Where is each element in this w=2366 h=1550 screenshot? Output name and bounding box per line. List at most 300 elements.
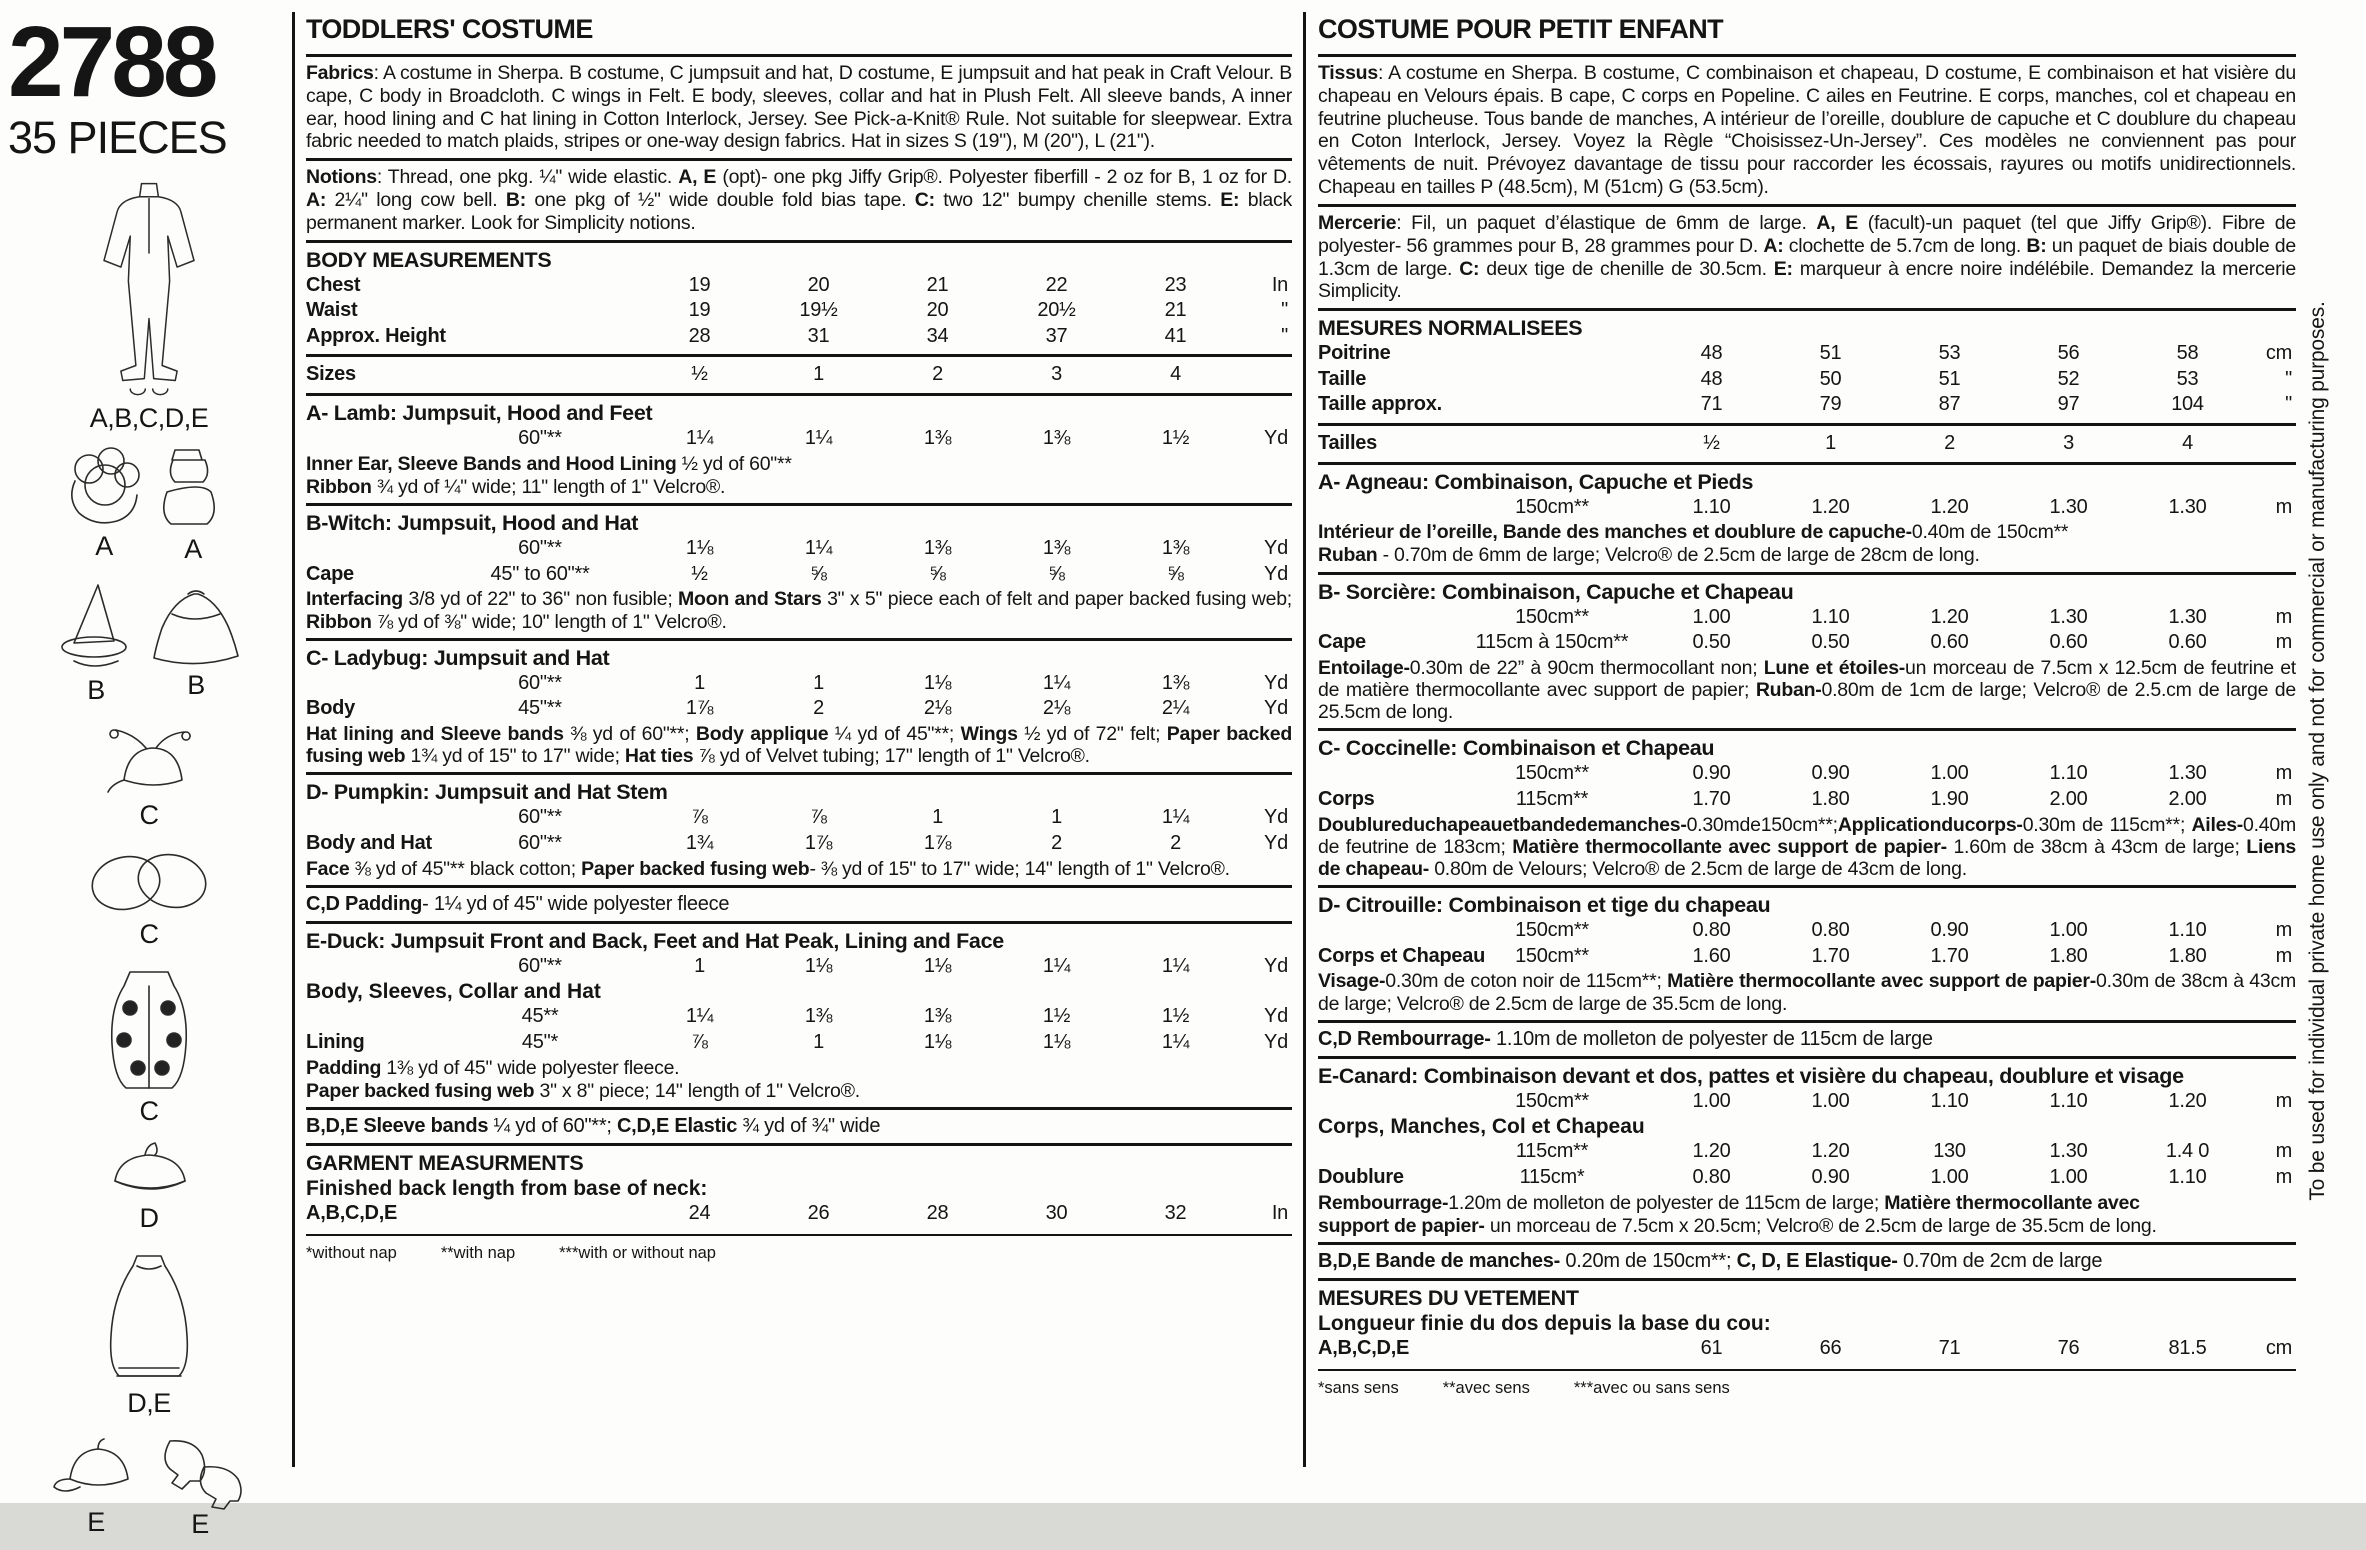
- size-value: 1¼: [1042, 954, 1071, 977]
- text-segment: Ribbon: [306, 610, 372, 633]
- section-b-heading: B-Witch: Jumpsuit, Hood and Hat: [306, 511, 639, 536]
- pumpkin-body-illustration: [89, 1248, 209, 1388]
- text-segment: 0.80m de Velours; Velcro® de 2.5cm de large de 43cm de long.: [1429, 858, 1967, 880]
- jumpsuit-illustration: [89, 178, 209, 403]
- divider: [1318, 728, 2296, 731]
- divider: [1318, 885, 2296, 888]
- size-value: 28: [926, 1201, 949, 1224]
- french-column: [1318, 12, 2296, 1398]
- divider: [306, 393, 1292, 396]
- table-row: [1318, 630, 2296, 656]
- unit-label: ": [1281, 324, 1288, 347]
- table-row: [306, 562, 1292, 588]
- mesures-normalisees-heading: MESURES NORMALISEES: [1318, 316, 1583, 341]
- size-value: 1⅛: [804, 954, 833, 977]
- table-row: [1318, 605, 2296, 631]
- text-segment: Padding: [306, 1056, 382, 1079]
- table-row: [1318, 1089, 2296, 1115]
- size-value: 76: [2057, 1337, 2080, 1360]
- row-label: Sizes: [306, 363, 356, 386]
- mesures-vetement-subheading: Longueur finie du dos depuis la base du cou:: [1318, 1312, 1771, 1336]
- size-value: 104: [2171, 393, 2204, 416]
- size-value: 1.00: [1930, 762, 1969, 785]
- sketch-pumpkin-body: [89, 1248, 209, 1419]
- size-value: 2⅛: [923, 697, 952, 720]
- text-segment: un morceau de 7.5cm x 12.5cm de feutrine et de matière thermocollante avec support de papier;: [1318, 656, 2296, 701]
- size-value: ⅞: [810, 806, 827, 829]
- unit-label: m: [2275, 605, 2292, 628]
- text-segment: 0.30m de 22” à 90cm thermocollant non;: [1409, 656, 1764, 679]
- row-label: Chest: [306, 273, 361, 296]
- size-value: 2⅛: [1042, 697, 1071, 720]
- sketch-lamb-hood: [65, 447, 143, 562]
- fabric-width: 150cm**: [1515, 944, 1589, 967]
- text-segment: Inner Ear, Sleeve Bands and Hood Lining: [306, 452, 677, 475]
- fabric-width: 60"**: [518, 806, 562, 829]
- size-value: 1¼: [685, 1005, 714, 1028]
- text-segment: ¼ yd of 45"**;: [828, 722, 961, 745]
- section-c-note-fr: [1318, 814, 2296, 881]
- size-value: 48: [1700, 342, 1723, 365]
- size-value: 1.10: [2168, 919, 2207, 942]
- size-value: 71: [1700, 393, 1723, 416]
- french-title: COSTUME POUR PETIT ENFANT: [1318, 14, 1724, 44]
- divider: [306, 1143, 1292, 1146]
- text-segment: ⅜ yd of 45"** black cotton;: [349, 857, 582, 880]
- size-value: 19: [688, 273, 711, 296]
- text-segment: Ailes-: [2191, 813, 2244, 836]
- section-e-subheading-fr: Corps, Manches, Col et Chapeau: [1318, 1115, 1645, 1139]
- table-row: [306, 954, 1292, 980]
- size-value: 1⅜: [1161, 671, 1190, 694]
- size-value: 1.90: [1930, 787, 1969, 810]
- footnote-item: **with nap: [440, 1243, 516, 1262]
- text-segment: clochette de 5.7cm de long.: [1783, 234, 2027, 257]
- section-b-note: [306, 588, 1292, 632]
- sketch-ladybug-hat: [94, 720, 204, 831]
- section-c-note: [306, 723, 1292, 767]
- size-value: 1.4 0: [2165, 1140, 2210, 1163]
- sizes-row: [1318, 431, 2296, 457]
- fabric-width: 45"**: [518, 697, 562, 720]
- size-value: ⅞: [691, 1030, 708, 1053]
- row-label: Tailles: [1318, 431, 1378, 454]
- text-segment: B:: [2026, 234, 2047, 257]
- size-value: 1½: [1161, 427, 1190, 450]
- text-segment: (facult)-un paquet (tel que Jiffy Grip®). Fibre de polyester- 56 grammes pour B, 28 grammes pour D.: [1318, 211, 2296, 257]
- unit-label: Yd: [1264, 537, 1288, 560]
- text-segment: - ⅜ yd of 15" to 17" wide; 14" length of 1" Velcro®.: [809, 857, 1230, 880]
- text-segment: Interfacing: [306, 588, 403, 611]
- size-value: 0.60: [2168, 631, 2207, 654]
- duck-feet-illustration: [152, 1433, 248, 1509]
- size-value: 1: [694, 671, 705, 694]
- text-segment: Liens de chapeau-: [1318, 835, 2296, 880]
- size-value: 0.90: [1811, 1166, 1850, 1189]
- text-segment: C,D Rembourrage-: [1318, 1027, 1491, 1050]
- divider: [1318, 54, 2296, 57]
- size-value: 1.70: [1811, 944, 1850, 967]
- size-value: 23: [1164, 273, 1187, 296]
- size-value: 81.5: [2168, 1337, 2207, 1360]
- section-d-note-fr: [1318, 970, 2296, 1014]
- cape-illustration: [148, 584, 244, 670]
- table-row: [1318, 495, 2296, 521]
- size-value: 1.00: [1811, 1089, 1850, 1112]
- divider: [1318, 1020, 2296, 1023]
- size-value: 0.90: [1930, 919, 1969, 942]
- wings-illustration: [84, 845, 214, 919]
- size-value: 1.00: [1692, 605, 1731, 628]
- size-value: 3: [1051, 363, 1062, 386]
- size-value: 1¼: [685, 427, 714, 450]
- size-value: 1: [813, 363, 824, 386]
- garment-measurements-heading: GARMENT MEASURMENTS: [306, 1150, 584, 1175]
- size-value: 1¼: [804, 427, 833, 450]
- column-divider-left: [292, 12, 295, 1467]
- sketch-label: C: [139, 919, 159, 949]
- size-value: 2.00: [2168, 787, 2207, 810]
- size-value: 1.10: [2168, 1166, 2207, 1189]
- table-row: [306, 298, 1292, 324]
- text-segment: Matière thermocollante avec support de papier-: [1667, 970, 2096, 993]
- size-value: 1.20: [1692, 1140, 1731, 1163]
- sketch-label: C: [139, 1096, 159, 1126]
- size-value: ⅝: [1167, 562, 1184, 585]
- size-value: 1⅜: [923, 427, 952, 450]
- table-row: [1318, 787, 2296, 813]
- size-value: 0.60: [1930, 631, 1969, 654]
- text-segment: Paper backed fusing web: [306, 722, 1292, 768]
- size-value: ⅞: [691, 806, 708, 829]
- table-row: [1318, 1139, 2296, 1165]
- size-value: 21: [926, 273, 949, 296]
- section-e-note-fr: [1318, 1192, 2296, 1214]
- sketch-label: D,E: [127, 1388, 171, 1418]
- text-segment: Fabrics: [306, 62, 374, 84]
- section-a-note: [306, 453, 1292, 475]
- divider: [306, 772, 1292, 775]
- size-value: 30: [1045, 1201, 1068, 1224]
- notions-paragraph: [306, 166, 1292, 234]
- size-value: 0.80: [1692, 919, 1731, 942]
- row-label: Taille: [1318, 367, 1367, 390]
- row-label: Poitrine: [1318, 342, 1391, 365]
- size-value: 58: [2176, 342, 2199, 365]
- text-segment: : Fil, un paquet d’élastique de 6mm de large.: [1396, 211, 1817, 234]
- table-row: [306, 805, 1292, 831]
- text-segment: 1.60m de 38cm à 43cm de large;: [1946, 835, 2247, 858]
- text-segment: 0.30mde150cm**;: [1686, 813, 1838, 836]
- table-row: [306, 536, 1292, 562]
- size-value: ½: [691, 363, 708, 386]
- text-segment: Entoilage-: [1318, 656, 1410, 679]
- size-value: 79: [1819, 393, 1842, 416]
- size-value: 1.80: [2049, 944, 2088, 967]
- size-value: 1: [1825, 431, 1836, 454]
- size-value: 1¼: [1161, 806, 1190, 829]
- table-row: [306, 1004, 1292, 1030]
- size-value: 56: [2057, 342, 2080, 365]
- table-row: [306, 696, 1292, 722]
- size-value: 1.20: [1930, 495, 1969, 518]
- text-segment: Body applique: [695, 722, 829, 745]
- size-value: 1¼: [1042, 671, 1071, 694]
- unit-label: ": [2285, 367, 2292, 390]
- sizes-row: [306, 362, 1292, 388]
- mesures-vetement-heading: MESURES DU VETEMENT: [1318, 1286, 1579, 1311]
- size-value: 1½: [1042, 1005, 1071, 1028]
- text-segment: ⅜ yd of 60"**;: [563, 722, 696, 745]
- unit-label: cm: [2265, 1337, 2292, 1360]
- size-value: 3: [2063, 431, 2074, 454]
- text-segment: ½ yd of 60"**: [676, 452, 792, 475]
- size-value: 1¼: [1161, 954, 1190, 977]
- footnote-item: *sans sens: [1318, 1378, 1399, 1397]
- text-segment: Ribbon: [306, 475, 372, 498]
- cd-rembourrage-band: [1318, 1028, 2296, 1051]
- text-segment: 0.40m de feutrine de 183cm;: [1318, 813, 2296, 858]
- divider: [306, 354, 1292, 357]
- size-value: 1: [813, 1030, 824, 1053]
- table-row: [1318, 1336, 2296, 1362]
- text-segment: Applicationducorps-: [1837, 813, 2023, 836]
- size-value: 1: [694, 954, 705, 977]
- text-segment: 0.30m de 115cm**;: [2022, 813, 2192, 836]
- table-row: [306, 1030, 1292, 1056]
- row-label: A,B,C,D,E: [1318, 1337, 1410, 1360]
- size-value: 1.00: [2049, 1166, 2088, 1189]
- text-segment: Wings: [960, 722, 1018, 745]
- sketch-witch-cape: [148, 584, 244, 701]
- divider: [306, 158, 1292, 161]
- text-segment: Intérieur de l’oreille, Bande des manches et doublure de capuche-: [1318, 521, 1912, 544]
- size-value: 51: [1819, 342, 1842, 365]
- text-segment: black permanent marker. Look for Simplicity notions.: [306, 189, 1293, 234]
- text-segment: 2¼" long cow bell.: [326, 189, 506, 212]
- divider: [1318, 1242, 2296, 1245]
- table-row: [1318, 392, 2296, 418]
- text-segment: Ruban: [1318, 544, 1378, 567]
- size-value: 1.30: [2168, 605, 2207, 628]
- row-label: Taille approx.: [1318, 393, 1442, 416]
- fabric-width: 45**: [521, 1005, 559, 1028]
- text-segment: E:: [1220, 189, 1240, 212]
- text-segment: : A costume en Sherpa. B costume, C combinaison et chapeau, D costume, E combinaison et hat visière du chapeau en Velours épais. B cape, C corps en Popeline. C ailes en Feutrine. E corps, manches, col et chapeau en feutrine plucheuse. Tous bande de manches, A intérieur de l’oreille, doublure de capuche et C doublure du chapeau en Coton Interlock, Jersey. Voyez la Règle “Choisissez-Un-Jersey”. Ces modèles ne conviennent pas pour vêtements de nuit. Prévoyez davantage de tissu pour raccorder les écossais, rayures ou motifs unidirectionnels. Chapeau en tailles P (48.5cm), M (51cm) G (53.5cm).: [1318, 62, 2296, 199]
- text-segment: two 12" bumpy chenille stems.: [934, 189, 1221, 212]
- divider: [306, 54, 1292, 57]
- fabric-width: 150cm**: [1515, 1089, 1589, 1112]
- size-value: 1⅞: [804, 831, 833, 854]
- pattern-number: 2788: [8, 6, 215, 118]
- text-segment: 0.70m de 2cm de large: [1897, 1250, 2103, 1273]
- text-segment: Hat ties: [624, 745, 694, 768]
- fabric-width: 150cm**: [1515, 919, 1589, 942]
- size-value: 1.10: [2049, 1089, 2088, 1112]
- size-value: 1: [932, 806, 943, 829]
- sketch-witch-hat: [54, 579, 138, 706]
- fabric-width: 115cm à 150cm**: [1475, 631, 1629, 654]
- size-value: 1⅛: [1042, 1030, 1071, 1053]
- unit-label: In: [1271, 273, 1288, 296]
- section-e-heading: E-Duck: Jumpsuit Front and Back, Feet and Hat Peak, Lining and Face: [306, 928, 1004, 953]
- text-segment: : Thread, one pkg. ¼" wide elastic.: [376, 166, 679, 189]
- size-value: 41: [1164, 324, 1187, 347]
- text-segment: marqueur à encre noire indélébile. Demandez la mercerie Simplicity.: [1318, 257, 2296, 303]
- section-d-note: [306, 858, 1292, 880]
- text-segment: Mercerie: [1318, 211, 1397, 234]
- size-value: 20: [807, 273, 830, 296]
- text-segment: 1¾ yd of 15" to 17" wide;: [405, 745, 625, 768]
- text-segment: ⅞ yd of Velvet tubing; 17" length of 1" Velcro®.: [693, 745, 1090, 768]
- fabric-width: 115cm*: [1519, 1166, 1585, 1189]
- unit-label: m: [2275, 919, 2292, 942]
- unit-label: Yd: [1264, 697, 1288, 720]
- size-value: 22: [1045, 273, 1068, 296]
- size-value: 1¾: [685, 831, 714, 854]
- size-value: 1.10: [1692, 495, 1731, 518]
- size-value: 19½: [799, 299, 838, 322]
- row-label: Body: [306, 697, 355, 720]
- text-segment: 0.80m de 1cm de large; Velcro® de 2.5.cm de large de 25.5cm de long.: [1318, 678, 2296, 724]
- text-segment: Ruban-: [1755, 678, 1822, 701]
- divider: [306, 1234, 1292, 1236]
- unit-label: m: [2275, 495, 2292, 518]
- size-value: 1: [1051, 806, 1062, 829]
- size-value: 1.20: [1811, 495, 1850, 518]
- divider: [1318, 308, 2296, 311]
- table-row: [306, 426, 1292, 452]
- size-value: 1¼: [804, 537, 833, 560]
- size-value: 130: [1933, 1140, 1966, 1163]
- size-value: 66: [1819, 1337, 1842, 1360]
- ladybug-hat-illustration: [94, 720, 204, 800]
- english-title: TODDLERS' COSTUME: [306, 14, 593, 44]
- size-value: 1.60: [1692, 944, 1731, 967]
- lamb-hood-illustration: [65, 447, 143, 531]
- size-value: 1: [813, 671, 824, 694]
- body-measurements-heading: BODY MEASUREMENTS: [306, 247, 552, 272]
- size-value: 26: [807, 1201, 830, 1224]
- text-segment: un morceau de 7.5cm x 20.5cm; Velcro® de 2.5cm de large de 35.5cm de long.: [1484, 1214, 2157, 1237]
- size-value: 2.00: [2049, 787, 2088, 810]
- text-segment: 0.30m de coton noir de 115cm**;: [1385, 970, 1668, 993]
- fabric-width: 150cm**: [1515, 605, 1589, 628]
- garment-measurements-subheading: Finished back length from base of neck:: [306, 1176, 708, 1200]
- footnote-item: **avec sens: [1442, 1378, 1530, 1397]
- size-value: 1⅜: [1042, 537, 1071, 560]
- size-value: 2: [1170, 831, 1181, 854]
- size-value: 1⅛: [923, 1030, 952, 1053]
- text-segment: (opt)- one pkg Jiffy Grip®. Polyester fiberfill - 2 oz for B, 1 oz for D.: [716, 166, 1292, 189]
- size-value: ½: [1703, 431, 1720, 454]
- size-value: 1⅞: [923, 831, 952, 854]
- table-row: [306, 324, 1292, 350]
- row-label: Body and Hat: [306, 831, 432, 854]
- lamb-feet-illustration: [153, 444, 233, 534]
- size-value: 1.00: [1692, 1089, 1731, 1112]
- table-row: [306, 1201, 1292, 1227]
- size-value: 87: [1938, 393, 1961, 416]
- size-value: 1⅞: [685, 697, 714, 720]
- section-b-heading-fr: B- Sorcière: Combinaison, Capuche et Chapeau: [1318, 579, 1794, 604]
- piece-count: 35 PIECES: [8, 112, 227, 163]
- text-segment: B,D,E Sleeve bands: [306, 1114, 489, 1137]
- pumpkin-hat-illustration: [101, 1141, 197, 1203]
- table-row: [1318, 1165, 2296, 1191]
- size-value: 1.00: [1930, 1166, 1969, 1189]
- text-segment: E:: [1773, 257, 1793, 280]
- size-value: 1.20: [1811, 1140, 1850, 1163]
- text-segment: Paper backed fusing web: [581, 857, 810, 880]
- unit-label: m: [2275, 787, 2292, 810]
- sketch-label: A: [95, 531, 113, 561]
- size-value: 1⅜: [1161, 537, 1190, 560]
- unit-label: m: [2275, 762, 2292, 785]
- size-value: 53: [2176, 367, 2199, 390]
- row-label: Approx. Height: [306, 324, 446, 347]
- sketch-label: A,B,C,D,E: [89, 403, 209, 433]
- view-sketches: [8, 178, 290, 1544]
- section-a-note-fr: [1318, 521, 2296, 543]
- table-row: [1318, 918, 2296, 944]
- size-value: 1⅛: [685, 537, 714, 560]
- sketch-label: B: [87, 675, 105, 705]
- size-value: 1⅛: [923, 671, 952, 694]
- size-value: 0.90: [1692, 762, 1731, 785]
- size-value: 1.30: [2049, 1140, 2088, 1163]
- text-segment: Matière thermocollante avec support de papier-: [1512, 835, 1947, 858]
- size-value: 52: [2057, 367, 2080, 390]
- size-value: 1¼: [1161, 1030, 1190, 1053]
- bde-sleeve-band: [306, 1115, 1292, 1138]
- size-value: 31: [807, 324, 830, 347]
- size-value: 20: [926, 299, 949, 322]
- size-value: 4: [2182, 431, 2193, 454]
- ladybug-body-illustration: [90, 964, 208, 1096]
- text-segment: ¾ yd of ¾" wide: [737, 1114, 881, 1137]
- row-label: Doublure: [1318, 1166, 1404, 1189]
- size-value: 1⅛: [923, 954, 952, 977]
- sketch-pumpkin-hat: [101, 1141, 197, 1234]
- sketch-ladybug-wings: [84, 845, 214, 950]
- table-row: [1318, 341, 2296, 367]
- witch-hat-illustration: [54, 579, 138, 675]
- table-row: [1318, 367, 2296, 393]
- size-value: 1.10: [2049, 762, 2088, 785]
- section-a-heading-fr: A- Agneau: Combinaison, Capuche et Pieds: [1318, 469, 1754, 494]
- size-value: 2: [813, 697, 824, 720]
- row-label: Cape: [306, 562, 354, 585]
- text-segment: Notions: [306, 166, 377, 189]
- text-segment: 1.10m de molleton de polyester de 115cm de large: [1490, 1027, 1933, 1050]
- size-value: 20½: [1037, 299, 1076, 322]
- size-value: 97: [2057, 393, 2080, 416]
- size-value: 0.50: [1811, 631, 1850, 654]
- text-segment: ⅞ yd of ⅜" wide; 10" length of 1" Velcro®.: [371, 610, 727, 633]
- table-row: [306, 831, 1292, 857]
- size-value: 19: [688, 299, 711, 322]
- text-segment: 1.20m de molleton de polyester de 115cm de large;: [1448, 1191, 1885, 1214]
- size-value: 0.50: [1692, 631, 1731, 654]
- fabric-width: 115cm**: [1515, 787, 1589, 810]
- table-row: [1318, 761, 2296, 787]
- size-value: 1⅜: [923, 537, 952, 560]
- divider: [1318, 1278, 2296, 1281]
- size-value: ⅝: [929, 562, 946, 585]
- size-value: 0.60: [2049, 631, 2088, 654]
- table-row: [306, 273, 1292, 299]
